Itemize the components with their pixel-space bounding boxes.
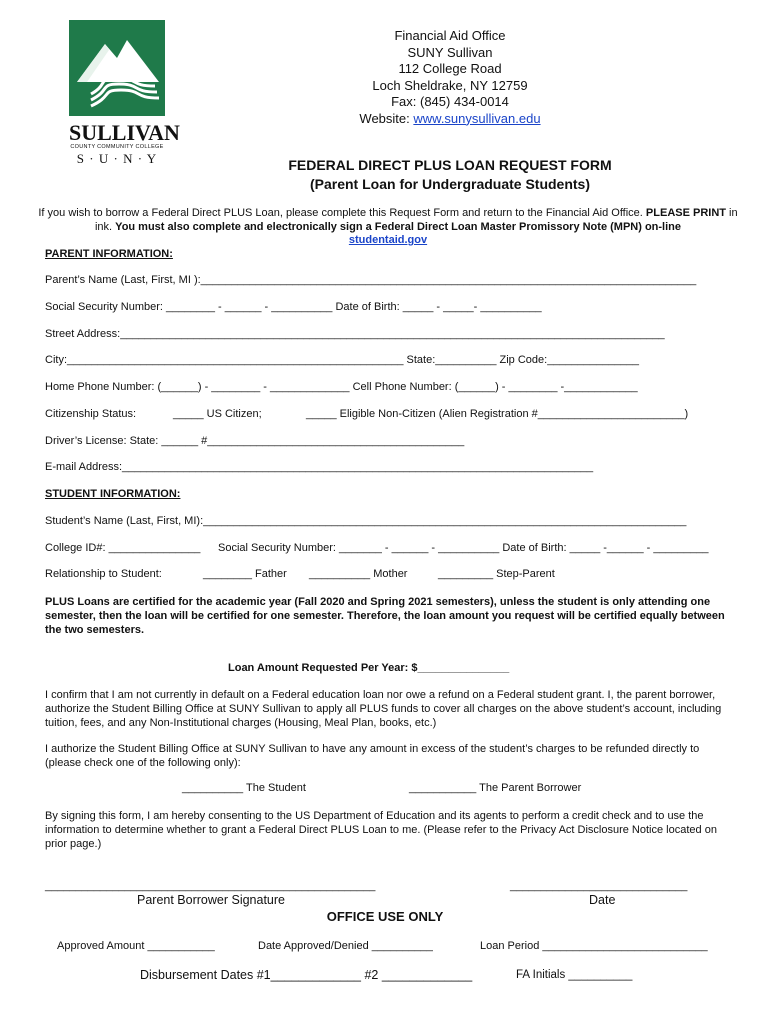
college-id-field[interactable]: College ID#: _______________ xyxy=(45,542,201,554)
studentaid-link[interactable]: studentaid.gov xyxy=(348,234,428,246)
relationship-label: Relationship to Student: xyxy=(45,568,162,580)
website-line xyxy=(300,111,600,128)
form-title-line1: FEDERAL DIRECT PLUS LOAN REQUEST FORM xyxy=(288,157,612,173)
loan-period-field[interactable]: Loan Period ___________________________ xyxy=(480,940,708,952)
relationship-stepparent-option[interactable]: _________ Step-Parent xyxy=(438,568,555,580)
college-name: SUNY Sullivan xyxy=(407,44,493,60)
website-label: Website: xyxy=(359,110,414,126)
logo-subtitle: COUNTY COMMUNITY COLLEGE xyxy=(70,144,164,150)
intro-text: If you wish to borrow a Federal Direct PLUS Loan, please complete this Request Form and return to the Financial Aid Office. xyxy=(38,207,646,219)
drivers-license-field[interactable]: Driver’s License: State: ______ #__________________________________________ xyxy=(45,435,465,447)
relationship-mother-option[interactable]: __________ Mother xyxy=(309,568,408,580)
student-name-field[interactable]: Student’s Name (Last, First, MI):_______________________________________________________________________________ xyxy=(45,515,687,527)
parent-info-heading: PARENT INFORMATION: xyxy=(45,248,173,260)
signature-label: Parent Borrower Signature xyxy=(137,893,285,907)
refund-parent-option[interactable]: ___________ The Parent Borrower xyxy=(409,782,582,794)
website-link[interactable]: www.sunysullivan.edu xyxy=(413,110,541,126)
parent-name-field[interactable]: Parent’s Name (Last, First, MI ):_________________________________________________________________________________ xyxy=(45,274,697,286)
form-title xyxy=(150,156,750,194)
form-title-line2: (Parent Loan for Undergraduate Students) xyxy=(309,176,591,192)
mountain-river-icon xyxy=(69,20,165,116)
eligible-noncitizen-option[interactable]: _____ Eligible Non-Citizen (Alien Registration #________________________) xyxy=(306,408,689,420)
confirmation-statement: I confirm that I am not currently in default on a Federal education loan nor owe a refund on a Federal student grant. I, the parent borrower, authorize the Student Billing Office at SUNY Sullivan to apply all PLUS funds to cover all charges on the above student’s account, including tuition, fees, and any Non-Institutional charges (Housing, Meal Plan, books, etc.) xyxy=(45,689,722,729)
citizenship-label: Citizenship Status: xyxy=(45,408,137,420)
parent-email-field[interactable]: E-mail Address:_____________________________________________________________________________ xyxy=(45,461,594,473)
us-citizen-option[interactable]: _____ US Citizen; xyxy=(173,408,262,420)
college-logo xyxy=(69,20,180,168)
office-address-block xyxy=(300,28,600,127)
parent-city-state-zip-field[interactable]: City:_______________________________________________________ State:__________ Zip Code:_______________ xyxy=(45,354,639,366)
city-state-zip: Loch Sheldrake, NY 12759 xyxy=(372,77,528,93)
relationship-father-option[interactable]: ________ Father xyxy=(203,568,287,580)
intro-instructions xyxy=(38,207,738,248)
student-ssn-dob-field[interactable]: Social Security Number: _______ - ______ - __________ Date of Birth: _____ -______ - _________ xyxy=(218,542,709,554)
office-use-heading: OFFICE USE ONLY xyxy=(326,909,444,924)
intro-ink: in ink. xyxy=(94,207,738,233)
office-name: Financial Aid Office xyxy=(394,28,506,43)
logo-suny: S · U · N · Y xyxy=(76,151,158,166)
loan-amount-field[interactable]: Loan Amount Requested Per Year: $_______________ xyxy=(228,662,510,674)
disbursement-dates-field[interactable]: Disbursement Dates #1_____________ #2 _____________ xyxy=(140,968,473,982)
parent-phone-field[interactable]: Home Phone Number: (______) - ________ - _____________ Cell Phone Number: (______) - ________ -____________ xyxy=(45,381,638,393)
student-info-heading: STUDENT INFORMATION: xyxy=(45,488,181,500)
refund-authorization-statement: I authorize the Student Billing Office at SUNY Sullivan to have any amount in excess of the student’s charges to be refunded directly to (please check one of the following only): xyxy=(45,743,700,769)
certification-notice: PLUS Loans are certified for the academic year (Fall 2020 and Spring 2021 semesters), unless the student is only attending one semester, then the loan will be certified for one semester. Therefore, the loan amount you request will be certified equally between the two semesters. xyxy=(45,596,725,636)
logo-wordmark: SULLIVAN xyxy=(69,120,180,145)
intro-print-emphasis: PLEASE PRINT xyxy=(645,207,726,219)
logo-emblem xyxy=(69,20,165,116)
fax-number: Fax: (845) 434-0014 xyxy=(391,94,509,109)
parent-street-field[interactable]: Street Address:_________________________________________________________________________________________ xyxy=(45,328,665,340)
date-approved-field[interactable]: Date Approved/Denied __________ xyxy=(258,940,433,952)
fa-initials-field[interactable]: FA Initials __________ xyxy=(516,969,633,981)
date-label: Date xyxy=(589,893,616,907)
street-address: 112 College Road xyxy=(398,61,502,76)
credit-check-consent: By signing this form, I am hereby consenting to the US Department of Education and its agents to perform a credit check and to use the information to determine whether to grant a Federal Direct PLUS Loan to me. (Please refer to the Privacy Act Disclosure Notice located on prior page.) xyxy=(45,810,717,850)
approved-amount-field[interactable]: Approved Amount ___________ xyxy=(57,940,215,952)
refund-student-option[interactable]: __________ The Student xyxy=(182,782,306,794)
date-line[interactable]: _____________________________ xyxy=(510,880,688,892)
signature-line[interactable]: ______________________________________________________ xyxy=(45,880,376,892)
intro-mpn-note: You must also complete and electronically sign a Federal Direct Loan Master Promissory Note (MPN) on-line xyxy=(115,220,681,233)
parent-ssn-dob-field[interactable]: Social Security Number: ________ - ______ - __________ Date of Birth: _____ - _____- __________ xyxy=(45,301,542,313)
